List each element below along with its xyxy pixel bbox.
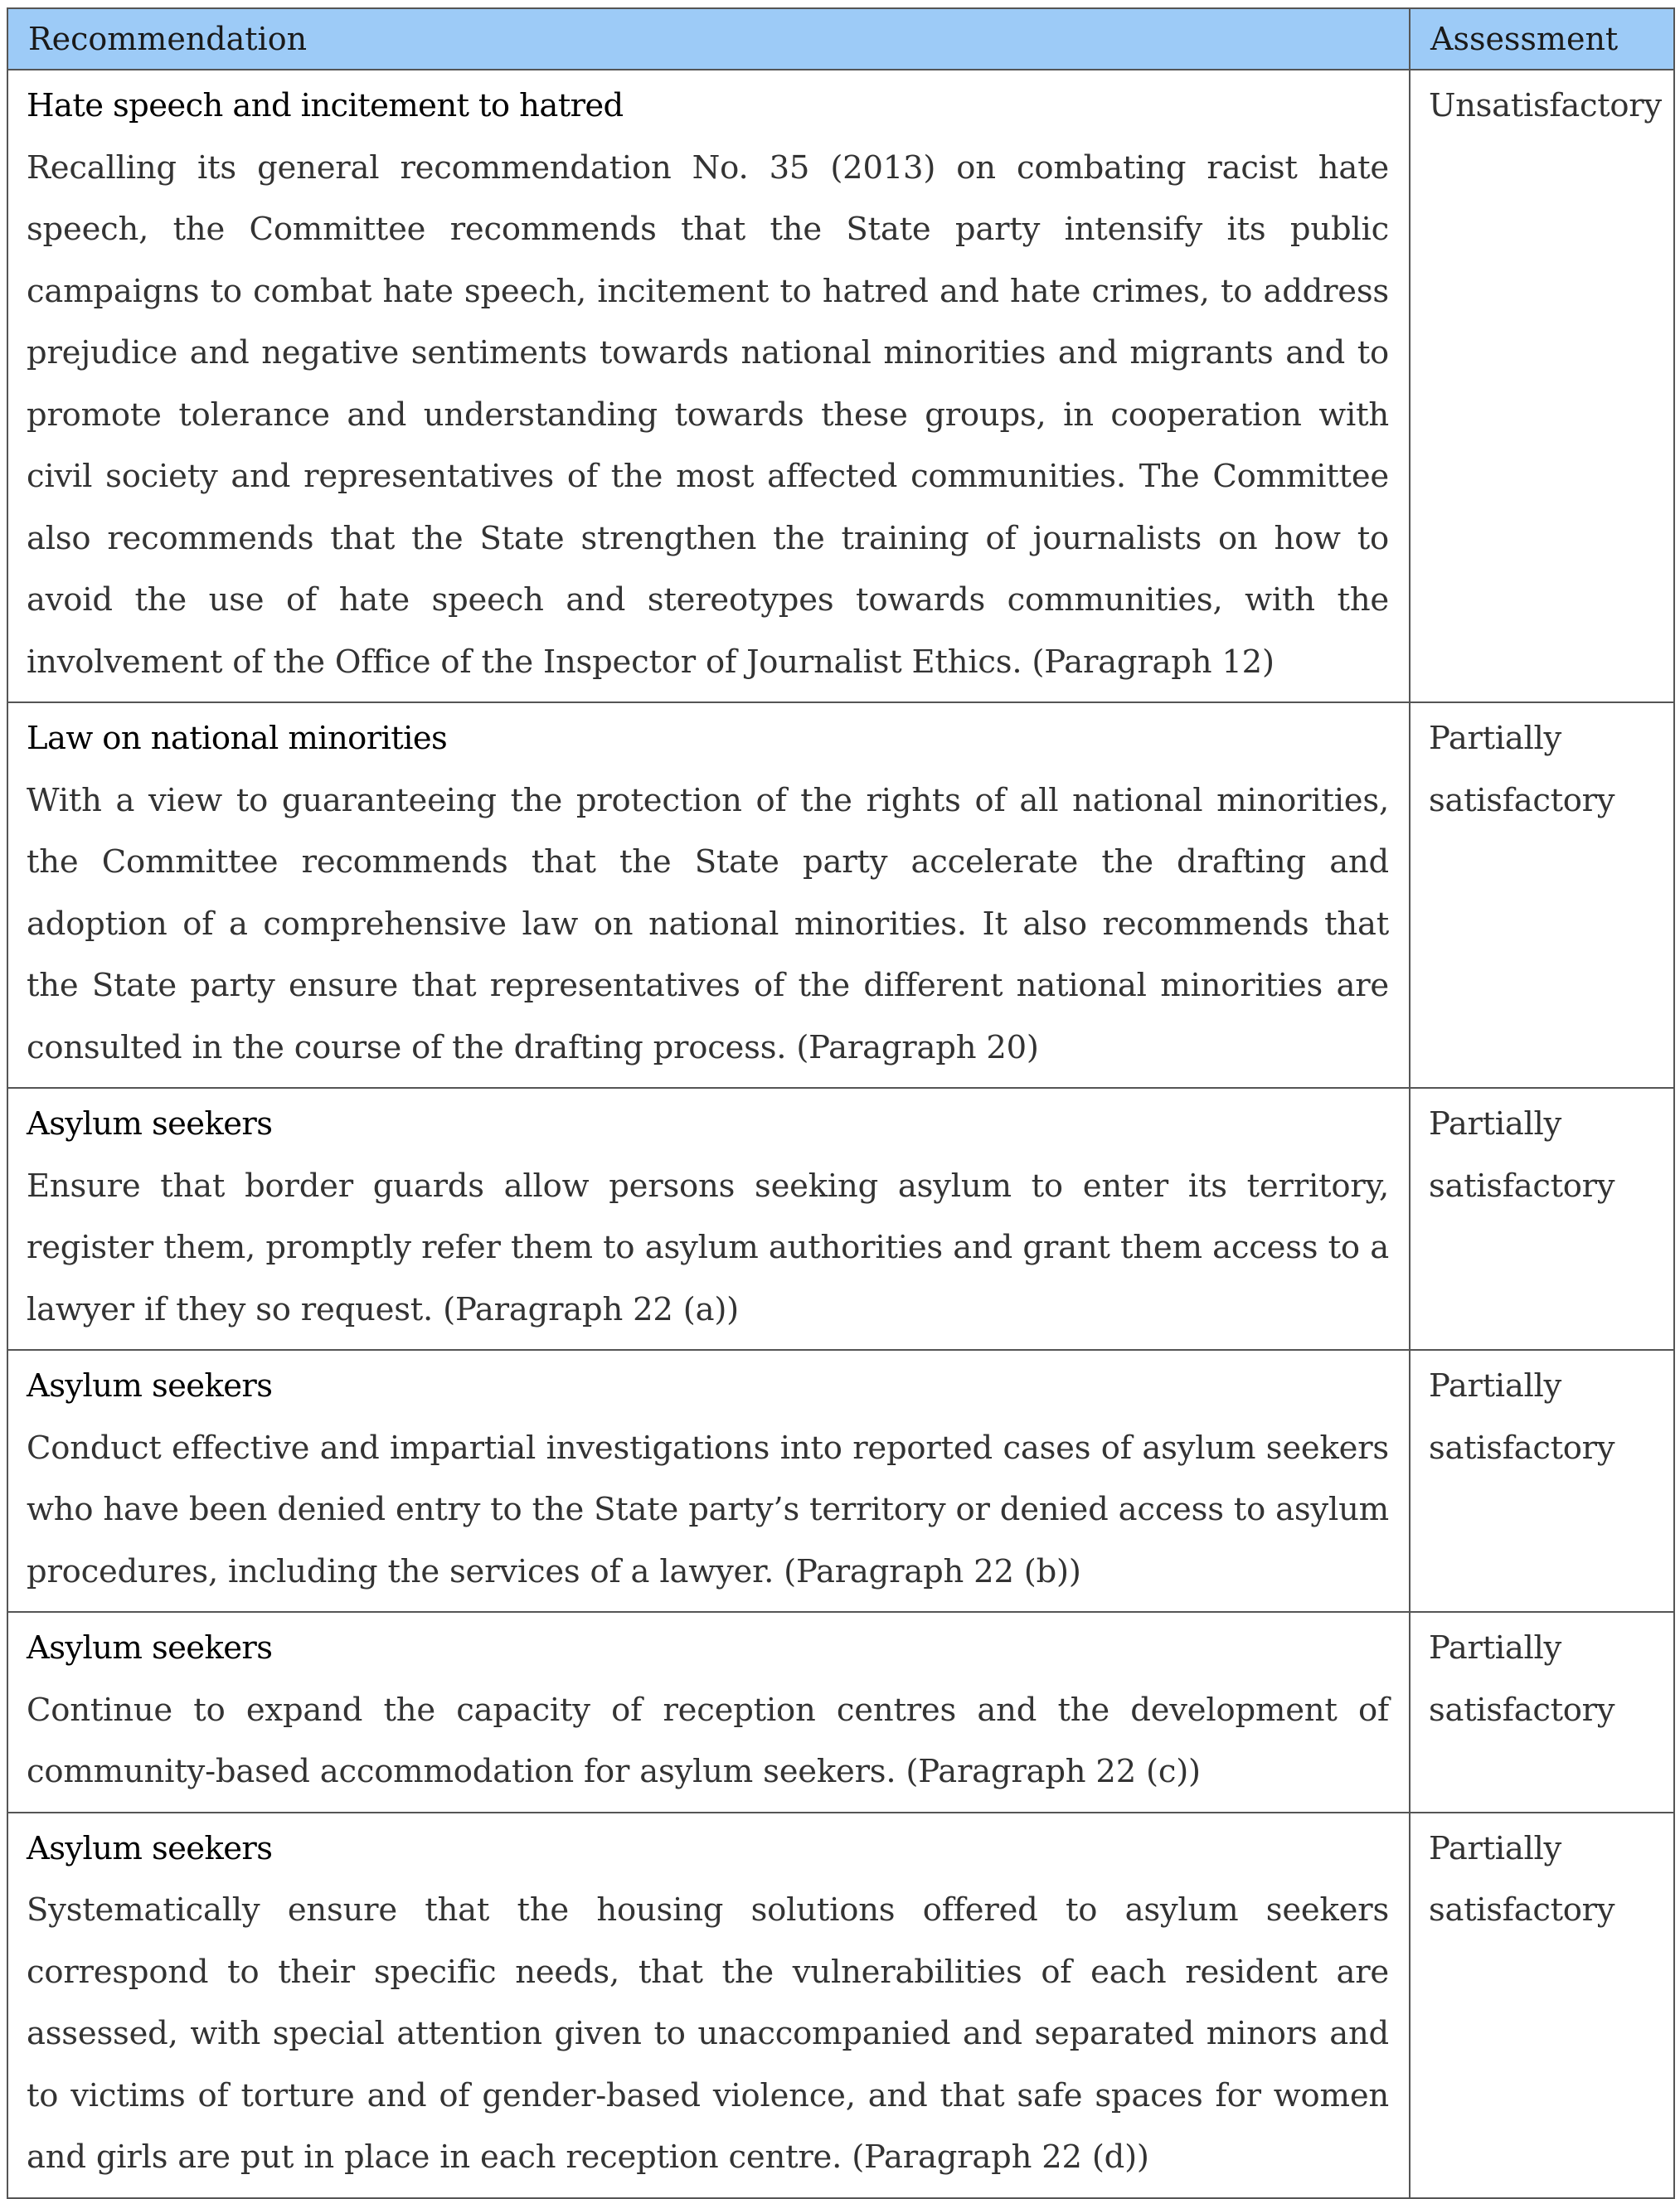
table-row — [7, 70, 1674, 702]
recommendation-cell — [7, 1612, 1410, 1813]
recommendation-text: With a view to guaranteeing the protection of the rights of all national minorities, the Committee recommends that the State party accelerate the drafting and adoption of a comprehensive law on national minorities. It also recommends that the State party ensure that representatives of the different national minorities are consulted in the course of the drafting process. (Paragraph 20) — [27, 781, 1389, 1066]
recommendation-cell — [7, 1350, 1410, 1612]
recommendation-title: Hate speech and incitement to hatred — [27, 87, 624, 124]
table-header — [7, 8, 1674, 70]
table-row — [7, 1088, 1674, 1350]
table-row — [7, 1350, 1674, 1612]
header-row — [7, 8, 1674, 70]
assessment-cell — [1410, 1088, 1674, 1350]
recommendation-title: Asylum seekers — [27, 1829, 273, 1867]
recommendation-title: Asylum seekers — [27, 1629, 273, 1667]
table-row — [7, 702, 1674, 1088]
table-body — [7, 70, 1674, 2198]
recommendation-cell — [7, 702, 1410, 1088]
assessment-cell — [1410, 70, 1674, 702]
assessment-cell — [1410, 1350, 1674, 1612]
table-row — [7, 1813, 1674, 2198]
recommendation-cell — [7, 70, 1410, 702]
assessment-cell — [1410, 702, 1674, 1088]
recommendation-cell — [7, 1813, 1410, 2198]
recommendation-text: Systematically ensure that the housing solutions offered to asylum seekers correspond to their specific needs, that the vulnerabilities of each resident are assessed, with special attention given to unaccompanied and separated minors and to victims of torture and of gender-based violence, and that safe spaces for women and girls are put in place in each reception centre. (Paragraph 22 (d)) — [27, 1891, 1389, 2176]
table-row — [7, 1612, 1674, 1813]
assessment-value: Partially satisfactory — [1429, 1829, 1615, 1929]
header-recommendation: Recommendation — [7, 8, 1410, 70]
assessment-value: Unsatisfactory — [1429, 87, 1662, 124]
recommendation-title: Law on national minorities — [27, 720, 448, 757]
recommendations-table — [7, 7, 1675, 2199]
assessment-cell — [1410, 1813, 1674, 2198]
recommendation-text: Ensure that border guards allow persons seeking asylum to enter its territory, register them, promptly refer them to asylum authorities and grant them access to a lawyer if they so request. (Paragraph 22 (a)) — [27, 1167, 1389, 1328]
recommendation-text: Continue to expand the capacity of reception centres and the development of community-based accommodation for asylum seekers. (Paragraph 22 (c)) — [27, 1691, 1389, 1790]
recommendation-text: Conduct effective and impartial investigations into reported cases of asylum seekers who have been denied entry to the State party’s territory or denied access to asylum procedures, including the services of a lawyer. (Paragraph 22 (b)) — [27, 1429, 1389, 1590]
assessment-value: Partially satisfactory — [1429, 1105, 1615, 1205]
recommendation-title: Asylum seekers — [27, 1105, 273, 1143]
assessment-value: Partially satisfactory — [1429, 720, 1615, 819]
recommendation-cell — [7, 1088, 1410, 1350]
recommendation-title: Asylum seekers — [27, 1367, 273, 1405]
assessment-value: Partially satisfactory — [1429, 1367, 1615, 1467]
header-assessment: Assessment — [1410, 8, 1674, 70]
assessment-value: Partially satisfactory — [1429, 1629, 1615, 1729]
recommendations-table-container — [7, 7, 1673, 2199]
recommendation-text: Recalling its general recommendation No. 35 (2013) on combating racist hate speech, the Committee recommends that the State party intensify its public campaigns to combat hate speech, incitement to hatred and hate crimes, to address prejudice and negative sentiments towards national minorities and migrants and to promote tolerance and understanding towards these groups, in cooperation with civil society and representatives of the most affected communities. The Committee also recommends that the State strengthen the training of journalists on how to avoid the use of hate speech and stereotypes towards communities, with the involvement of the Office of the Inspector of Journalist Ethics. (Paragraph 12) — [27, 148, 1389, 681]
assessment-cell — [1410, 1612, 1674, 1813]
